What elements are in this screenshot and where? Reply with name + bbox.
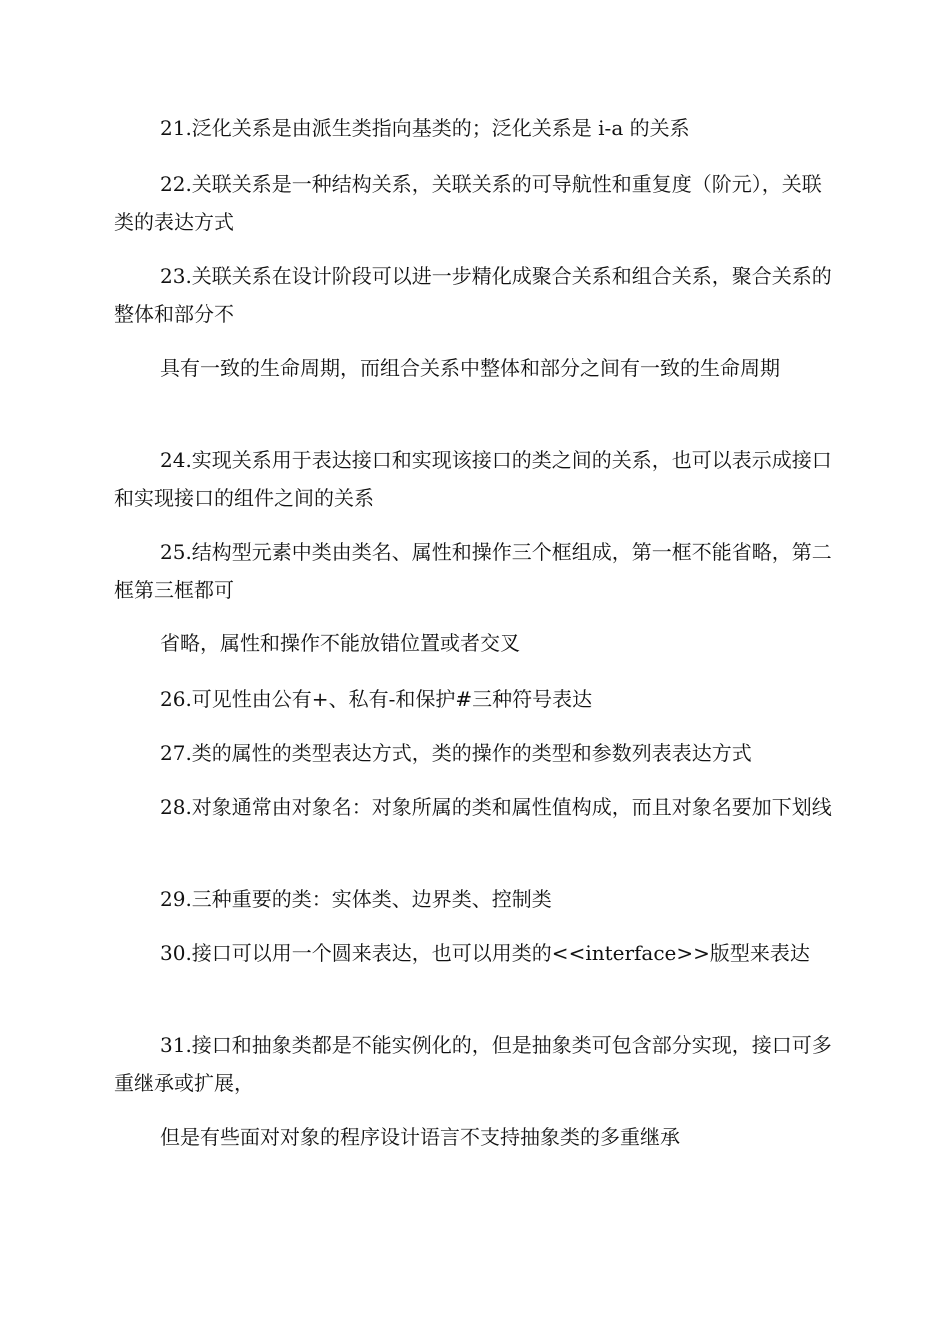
paragraph-24: 24.实现关系用于表达接口和实现该接口的类之间的关系，也可以表示成接口和实现接口的组件之间的关系 <box>114 448 832 510</box>
paragraph-25: 25.结构型元素中类由类名、属性和操作三个框组成，第一框不能省略，第二框第三框都可 <box>114 540 832 602</box>
paragraph-27: 27.类的属性的类型表达方式，类的操作的类型和参数列表表达方式 <box>160 741 752 765</box>
paragraph-25-continued: 省略，属性和操作不能放错位置或者交叉 <box>160 631 520 655</box>
paragraph-28: 28.对象通常由对象名：对象所属的类和属性值构成，而且对象名要加下划线 <box>160 795 832 819</box>
paragraph-29: 29.三种重要的类：实体类、边界类、控制类 <box>160 887 552 911</box>
paragraph-26: 26.可见性由公有+、私有-和保护#三种符号表达 <box>160 687 593 711</box>
paragraph-22: 22.关联关系是一种结构关系，关联关系的可导航性和重复度（阶元），关联类的表达方式 <box>114 172 822 234</box>
paragraph-30: 30.接口可以用一个圆来表达，也可以用类的<<interface>>版型来表达 <box>160 941 810 965</box>
paragraph-31: 31.接口和抽象类都是不能实例化的，但是抽象类可包含部分实现，接口可多重继承或扩展， <box>114 1033 832 1095</box>
paragraph-21: 21.泛化关系是由派生类指向基类的；泛化关系是 i-a 的关系 <box>160 116 690 140</box>
paragraph-31-continued: 但是有些面对对象的程序设计语言不支持抽象类的多重继承 <box>160 1125 680 1149</box>
paragraph-23: 23.关联关系在设计阶段可以进一步精化成聚合关系和组合关系，聚合关系的整体和部分不 <box>114 264 832 326</box>
paragraph-23-continued: 具有一致的生命周期，而组合关系中整体和部分之间有一致的生命周期 <box>160 356 780 380</box>
